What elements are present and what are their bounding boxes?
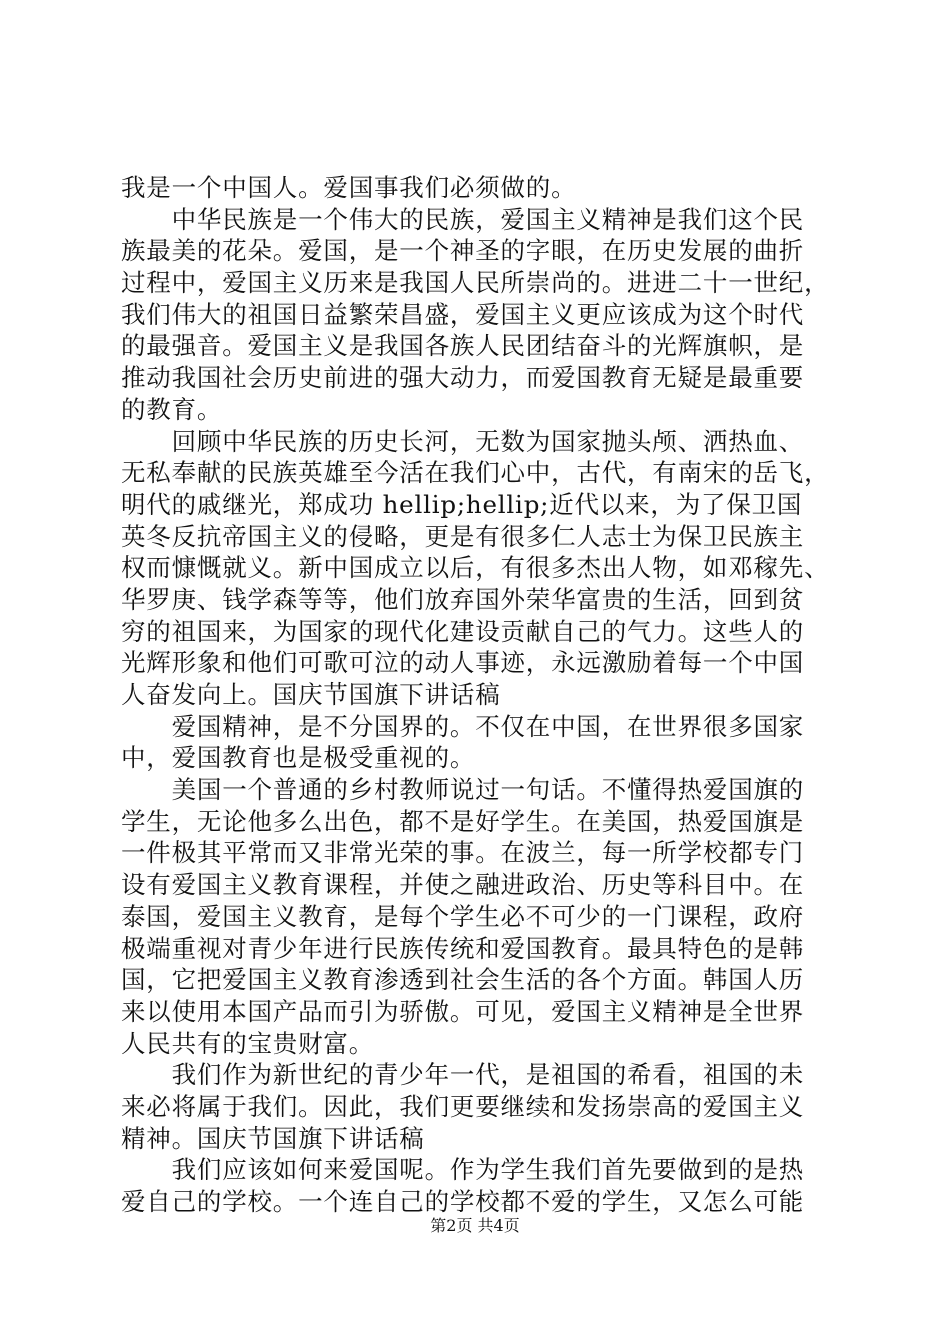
page-indicator: 第2页 共4页 bbox=[430, 1216, 520, 1235]
text-line: 爱国精神，是不分国界的。不仅在中国，在世界很多国家 bbox=[121, 711, 805, 741]
text-line: 国，它把爱国主义教育渗透到社会生活的各个方面。韩国人历 bbox=[121, 965, 805, 995]
text-line: 中，爱国教育也是极受重视的。 bbox=[121, 743, 476, 773]
text-line: 族最美的花朵。爱国，是一个神圣的字眼，在历史发展的曲折 bbox=[121, 236, 805, 266]
text-line: 过程中，爱国主义历来是我国人民所崇尚的。进进二十一世纪， bbox=[121, 268, 830, 298]
text-line: 回顾中华民族的历史长河，无数为国家抛头颅、洒热血、 bbox=[121, 426, 805, 456]
text-line: 爱自己的学校。一个连自己的学校都不爱的学生，又怎么可能 bbox=[121, 1187, 805, 1216]
text-line: 人奋发向上。国庆节国旗下讲话稿 bbox=[121, 680, 501, 709]
text-line: 明代的戚继光，郑成功 hellip;hellip;近代以来，为了保卫国 bbox=[121, 489, 803, 519]
text-line: 的教育。 bbox=[121, 394, 223, 424]
page-footer bbox=[0, 1216, 950, 1236]
text-line: 设有爱国主义教育课程，并使之融进政治、历史等科目中。在 bbox=[121, 870, 805, 900]
text-line: 一件极其平常而又非常光荣的事。在波兰，每一所学校都专门 bbox=[121, 838, 805, 868]
text-line: 华罗庚、钱学森等等，他们放弃国外荣华富贵的生活，回到贫 bbox=[121, 584, 805, 614]
text-line: 我们作为新世纪的青少年一代，是祖国的希看，祖国的未 bbox=[121, 1060, 805, 1090]
text-line: 极端重视对青少年进行民族传统和爱国教育。最具特色的是韩 bbox=[121, 933, 805, 963]
text-line: 无私奉献的民族英雄至今活在我们心中，古代，有南宋的岳飞， bbox=[121, 458, 830, 488]
text-line: 学生，无论他多么出色，都不是好学生。在美国，热爱国旗是 bbox=[121, 806, 805, 836]
text-line: 美国一个普通的乡村教师说过一句话。不懂得热爱国旗的 bbox=[121, 775, 805, 805]
text-line: 穷的祖国来，为国家的现代化建设贡献自己的气力。这些人的 bbox=[121, 616, 805, 646]
text-line: 我是一个中国人。爱国事我们必须做的。 bbox=[121, 173, 577, 202]
text-line: 我们伟大的祖国日益繁荣昌盛，爱国主义更应该成为这个时代 bbox=[121, 299, 805, 329]
text-line: 英冬反抗帝国主义的侵略，更是有很多仁人志士为保卫民族主 bbox=[121, 521, 805, 551]
text-line: 光辉形象和他们可歌可泣的动人事迹，永远激励着每一个中国 bbox=[121, 648, 805, 678]
text-line: 的最强音。爱国主义是我国各族人民团结奋斗的光辉旗帜，是 bbox=[121, 331, 805, 361]
text-line: 来必将属于我们。因此，我们更要继续和发扬崇高的爱国主义 bbox=[121, 1091, 805, 1121]
text-line: 我们应该如何来爱国呢。作为学生我们首先要做到的是热 bbox=[121, 1155, 805, 1185]
text-line: 人民共有的宝贵财富。 bbox=[121, 1028, 374, 1058]
text-line: 来以使用本国产品而引为骄傲。可见，爱国主义精神是全世界 bbox=[121, 996, 805, 1026]
document-body bbox=[121, 172, 833, 1218]
text-line: 推动我国社会历史前进的强大动力，而爱国教育无疑是最重要 bbox=[121, 363, 805, 393]
text-line: 权而慷慨就义。新中国成立以后，有很多杰出人物，如邓稼先、 bbox=[121, 553, 830, 583]
text-line: 精神。国庆节国旗下讲话稿 bbox=[121, 1123, 425, 1153]
text-line: 中华民族是一个伟大的民族，爱国主义精神是我们这个民 bbox=[121, 204, 805, 234]
text-line: 泰国，爱国主义教育，是每个学生必不可少的一门课程，政府 bbox=[121, 901, 805, 931]
